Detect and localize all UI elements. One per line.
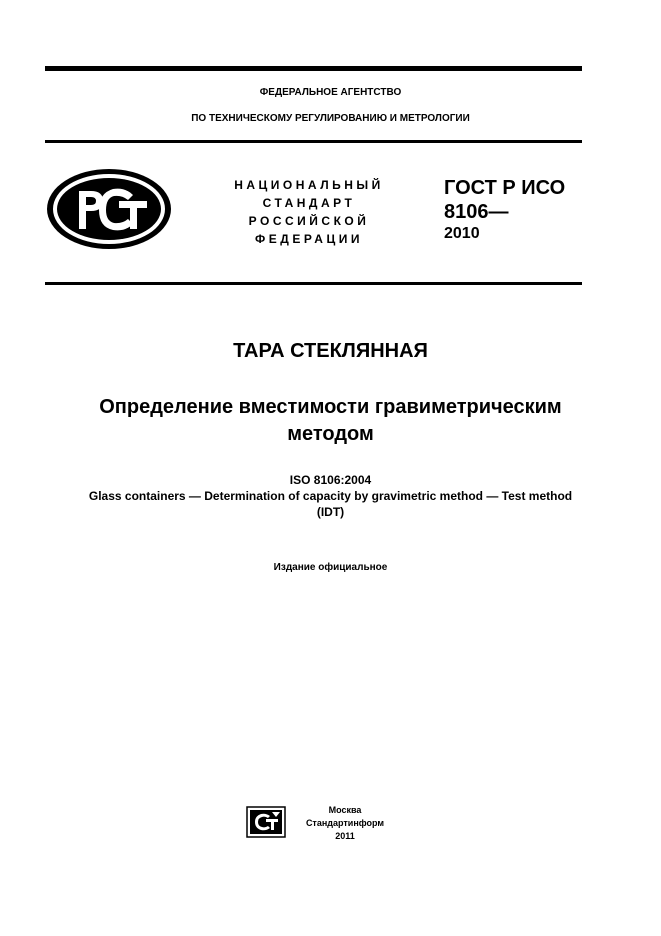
publisher-name: Стандартинформ	[305, 818, 385, 828]
iso-english-title: Glass containers — Determination of capacity by gravimetric method — Test method	[88, 489, 573, 503]
national-standard-line2: СТАНДАРТ	[262, 196, 356, 210]
publisher-city: Москва	[328, 805, 362, 815]
document-title: ТАРА СТЕКЛЯННАЯ	[233, 340, 428, 362]
iso-number: ISO 8106:2004	[289, 473, 372, 487]
designation-line3: 2010	[444, 225, 480, 242]
subtitle-line2: методом	[287, 423, 374, 445]
standartinform-logo-icon	[246, 806, 286, 838]
national-standard-line3: РОССИЙСКОЙ	[248, 214, 370, 228]
bottom-rule	[45, 282, 582, 285]
edition-label: Издание официальное	[273, 562, 388, 573]
middle-rule	[45, 140, 582, 143]
designation-line2: 8106—	[444, 201, 509, 223]
top-rule	[45, 66, 582, 71]
standard-designation	[444, 176, 565, 244]
rst-certification-mark-icon	[45, 167, 173, 251]
national-standard-line1: НАЦИОНАЛЬНЫЙ	[234, 178, 384, 192]
national-standard-line4: ФЕДЕРАЦИИ	[255, 232, 363, 246]
designation-line1: ГОСТ Р ИСО	[444, 177, 566, 199]
national-standard-label	[200, 176, 418, 248]
publisher-info	[305, 804, 385, 843]
subtitle-line1: Определение вместимости гравиметрическим	[99, 396, 562, 418]
iso-reference	[0, 472, 661, 520]
document-subtitle	[40, 394, 621, 448]
publisher-year: 2011	[335, 831, 355, 841]
agency-name-line2: ПО ТЕХНИЧЕСКОМУ РЕГУЛИРОВАНИЮ И МЕТРОЛОГИИ	[191, 113, 470, 124]
agency-name-line1: ФЕДЕРАЛЬНОЕ АГЕНТСТВО	[259, 87, 402, 98]
iso-equivalence: (IDT)	[316, 505, 345, 519]
